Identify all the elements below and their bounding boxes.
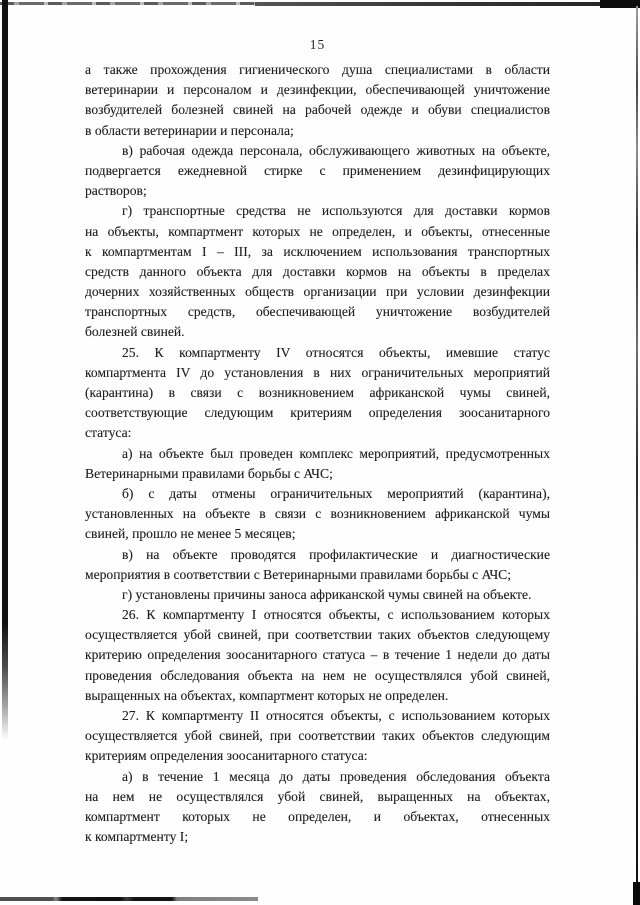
text-line: компартмент которых не определен, и объектах, отнесенных [85,808,550,824]
text-line: а также прохождения гигиенического душа специалистами в области [85,62,550,77]
text-line: установленных на объекте в связи с возникновением африканской чумы [85,506,550,522]
text-line: проведения обследования объекта на нем не осуществлялся убой свиней, [85,667,550,683]
text-line: (карантина) в связи с возникновением африканской чумы свиней, [85,385,550,400]
scan-artifact-top-edge-dark [255,2,640,6]
text-line: 27. К компартменту II относятся объекты, с использованием которых [122,708,550,723]
text-line: осуществляется убой свиней, при соответствии таких объектов следующему [85,627,550,643]
text-line: растворов; [85,183,147,199]
text-line: в) рабочая одежда персонала, обслуживающего животных на объекте, [122,142,550,158]
text-line: свиней, прошло не менее 5 месяцев; [85,526,296,542]
scan-artifact-bottom-bar [0,897,258,901]
text-line: подвергается ежедневной стирке с применением дезинфицирующих [85,162,550,178]
text-line: выращенных на объектах, компартмент которых не определен. [85,687,449,703]
text-line: а) в течение 1 месяца до даты проведения обследования объекта [122,768,550,784]
scan-artifact-left-edge [2,0,8,740]
text-line: в) на объекте проводятся профилактические и диагностические [122,546,550,562]
scan-artifact-top-right-corner [600,0,640,8]
text-line: г) установлены причины заноса африканской чумы свиней на объекте. [122,586,532,602]
text-line: мероприятия в соответствии с Ветеринарными правилами борьбы с АЧС; [85,566,511,582]
text-line: компартмента IV до установления в них ограничительных мероприятий [85,364,550,380]
scan-artifact-bottom-right-mark [633,882,640,905]
scan-artifact-right-edge [636,6,638,900]
text-line: 26. К компартменту I относятся объекты, с использованием которых [122,607,550,623]
text-line: к компартментам I – III, за исключением использования транспортных [85,243,550,259]
text-line: осуществляется убой свиней, при соответствии таких объектов следующим [85,728,550,744]
text-line: возбудителей болезней свиней на рабочей одежде и обуви специалистов [85,102,550,118]
text-line: а) на объекте был проведен комплекс мероприятий, предусмотренных [122,445,550,461]
text-line: критериям определения зоосанитарного статуса: [85,748,368,764]
text-line: на нем не осуществлялся убой свиней, выращенных на объектах, [85,788,550,804]
text-line: статуса: [85,425,132,441]
text-line: на объекты, компартмент которых не определен, и объекты, отнесенные [85,223,550,239]
text-line: соответствующие следующим критериям определения зоосанитарного [85,405,550,421]
text-line: Ветеринарными правилами борьбы с АЧС; [85,465,333,481]
text-line: в области ветеринарии и персонала; [85,122,294,138]
page-number: 15 [309,37,326,52]
text-line: транспортных средств, обеспечивающей уничтожение возбудителей [85,304,550,320]
text-line: б) с даты отмены ограничительных мероприятий (карантина), [122,485,550,501]
text-line: болезней свиней. [85,324,185,340]
text-line: ветеринарии и персоналом и дезинфекции, обеспечивающей уничтожение [85,82,550,98]
text-line: г) транспортные средства не используются для доставки кормов [122,203,550,219]
document-text [85,60,550,847]
text-line: 25. К компартменту IV относятся объекты, имевшие статус [122,344,550,360]
text-line: к компартменту I; [85,829,189,845]
text-line: дочерних хозяйственных обществ организации при условии дезинфекции [85,284,550,300]
text-line: средств данного объекта для доставки кормов на объекты в пределах [85,263,550,279]
text-line: критерию определения зоосанитарного статуса – в течение 1 недели до даты [85,647,550,663]
